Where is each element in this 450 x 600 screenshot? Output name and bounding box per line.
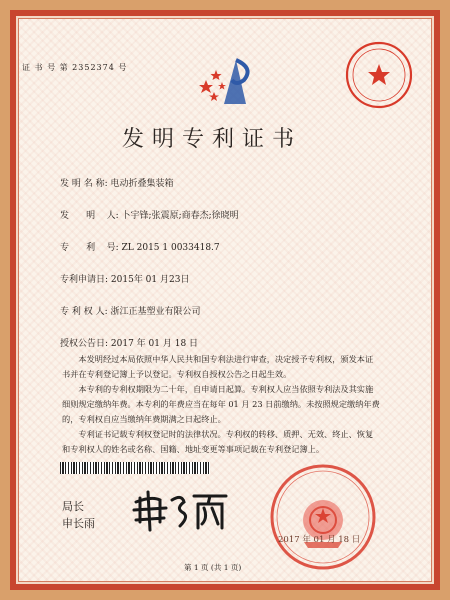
- inventor-label: 发 明 人:: [60, 211, 119, 221]
- grant-date-label: 授权公告日:: [60, 339, 109, 349]
- director-title: 局长: [62, 500, 84, 513]
- barcode: [60, 462, 210, 474]
- office-seal-icon: [344, 40, 414, 110]
- patentee-value: 浙江正基塑业有限公司: [110, 307, 201, 317]
- patentee-label: 专 利 权 人:: [60, 307, 108, 317]
- grant-date-value: 2017 年 01 月 18 日: [110, 339, 199, 349]
- invention-name-label: 发 明 名 称:: [60, 179, 108, 189]
- body-paragraph: 专利证书记载专利权登记时的法律状况。专利权的转移、质押、无效、终止、恢复和专利权人的姓名或名称、国籍、地址变更等事项记载在专利登记簿上。: [62, 429, 374, 454]
- director-name: 申长雨: [62, 517, 95, 530]
- page-number: 第 1 页 (共 1 页): [184, 563, 242, 572]
- inventors-value: 卜宇锋;张震原;商春杰;徐晓明: [121, 211, 239, 221]
- body-paragraph: 本发明经过本局依照中华人民共和国专利法进行审查，决定授予专利权，颁发本证书并在专利登记簿上予以登记。专利权自授权公告之日起生效。: [62, 354, 374, 379]
- field-patent-number: [60, 240, 220, 253]
- document-title: 发明专利证书: [122, 127, 303, 152]
- official-stamp-icon: [268, 462, 378, 572]
- filing-date-value: 2015年 01 月23日: [110, 275, 190, 285]
- certificate-body: [62, 352, 380, 457]
- field-filing-date: [60, 272, 189, 285]
- field-invention-name: [60, 176, 174, 189]
- patent-number-value: ZL 2015 1 0033418.7: [121, 243, 220, 253]
- body-paragraph: 本专利的专利权期限为二十年，自申请日起算。专利权人应当依照专利法及其实施细则规定缴纳年费。本专利的年费应当在每年 01 月 23 日前缴纳。未按照规定缴纳年费的，专利权自应当缴纳年费期满之日起终止。: [62, 384, 380, 424]
- director-signature: [132, 486, 232, 534]
- field-grant-date: [60, 336, 198, 349]
- certificate-number: 证 书 号 第 2352374 号: [22, 63, 128, 72]
- patent-number-label: 专 利 号:: [60, 243, 119, 253]
- field-inventors: [60, 208, 239, 221]
- field-patentee: [60, 304, 201, 317]
- patent-office-emblem-icon: [196, 58, 260, 106]
- filing-date-label: 专利申请日:: [60, 275, 109, 285]
- invention-name-value: 电动折叠集装箱: [110, 179, 174, 189]
- stamp-date: 2017 年 01 月 18 日: [278, 535, 361, 545]
